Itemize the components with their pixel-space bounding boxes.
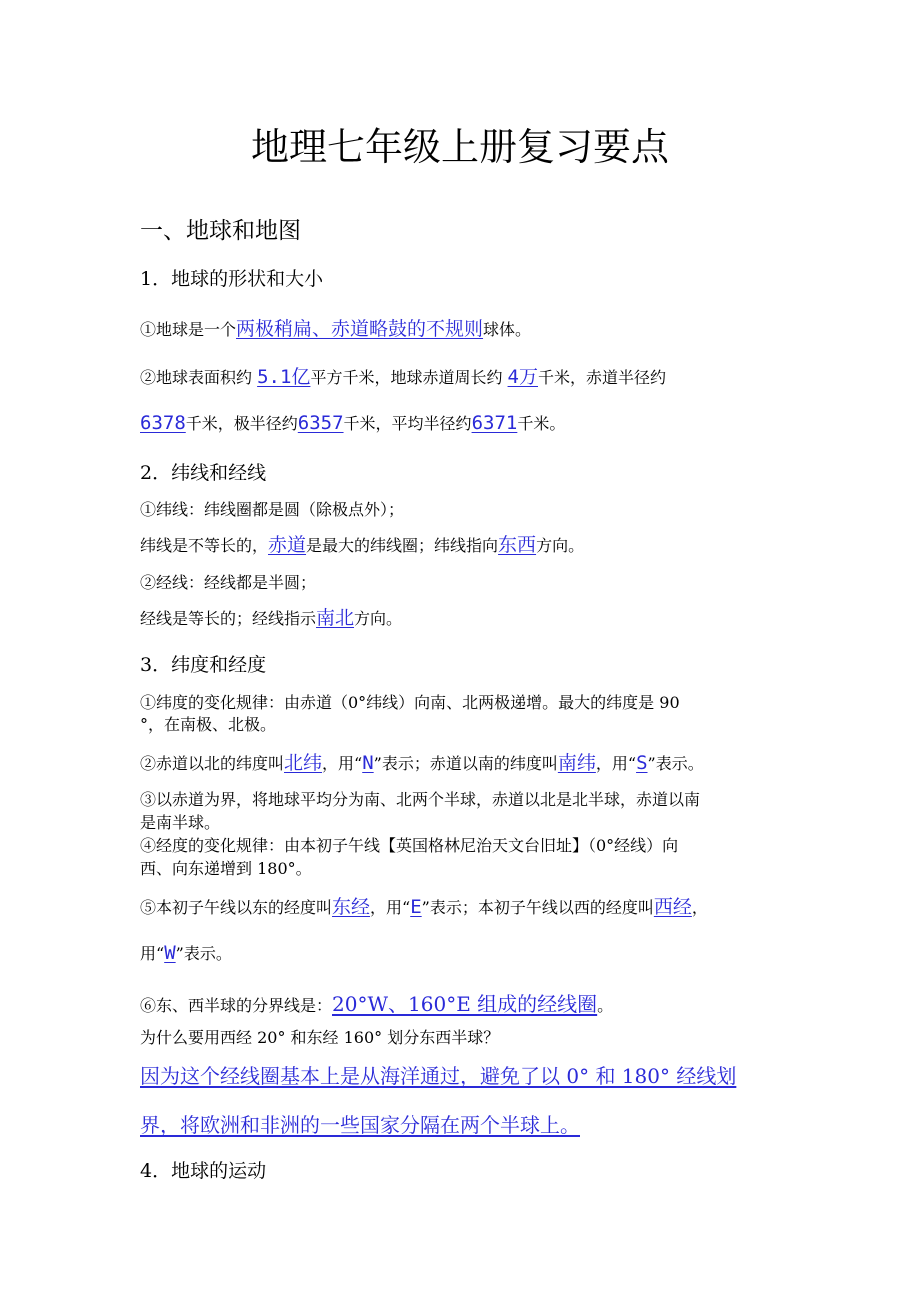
text-longitude-rule-2: 西、向东递增到 180°。: [140, 859, 312, 878]
answer-hemisphere-boundary: 20°W、160°E 组成的经线圈: [332, 992, 598, 1016]
text-west-symbol-line: 用“W”表示。: [140, 942, 232, 964]
text-longitude-line-def: ②经线：经线都是半圆；: [140, 573, 317, 592]
subheading-earth-motion: 4．地球的运动: [140, 1160, 267, 1182]
text-question-why-boundary: 为什么要用西经 20° 和东经 160° 划分东西半球？: [140, 1028, 500, 1047]
answer-meridian-direction: 南北: [316, 607, 355, 629]
answer-surface-area: 5.1亿: [257, 366, 311, 388]
paragraph-earth-radius: 6378千米，极半径约6357千米，平均半径约6371千米。: [140, 412, 566, 434]
text-east-west-longitude: ⑤本初子午线以东的经度叫东经，用“E”表示；本初子午线以西的经度叫西经，: [140, 896, 708, 918]
answer-equatorial-radius: 6378: [140, 412, 186, 434]
answer-boundary-reason-2: 界，将欧洲和非洲的一些国家分隔在两个半球上。: [140, 1113, 580, 1137]
answer-boundary-reason-1: 因为这个经线圈基本上是从海洋通过，避免了以 0° 和 180° 经线划: [140, 1064, 737, 1088]
answer-north-symbol: N: [362, 752, 374, 774]
text-north-south-latitude: ②赤道以北的纬度叫北纬，用“N”表示；赤道以南的纬度叫南纬，用“S”表示。: [140, 752, 704, 774]
paragraph-earth-shape: ①地球是一个两极稍扁、赤道略鼓的不规则球体。: [140, 318, 532, 340]
text-longitude-line-props: 经线是等长的；经线指示南北方向。: [140, 607, 403, 629]
answer-parallel-direction: 东西: [498, 534, 537, 556]
text-latitude-rule-1: ①纬度的变化规律：由赤道（0°纬线）向南、北两极递增。最大的纬度是 90: [140, 693, 680, 712]
text-latitude-rule-2: °，在南极、北极。: [140, 715, 277, 734]
paragraph-earth-size: ②地球表面积约 5.1亿平方千米，地球赤道周长约 4万千米，赤道半径约: [140, 366, 667, 388]
text-latitude-line-props: 纬线是不等长的，赤道是最大的纬线圈；纬线指向东西方向。: [140, 534, 585, 556]
subheading-latitude-longitude-lines: 2．纬线和经线: [140, 462, 267, 484]
subheading-latitude-longitude: 3．纬度和经度: [140, 654, 267, 676]
answer-equator-length: 4万: [507, 366, 538, 388]
answer-north-latitude: 北纬: [284, 752, 323, 774]
answer-west-longitude: 西经: [653, 896, 692, 918]
text-hemisphere-boundary: ⑥东、西半球的分界线是：20°W、160°E 组成的经线圈。: [140, 992, 614, 1016]
text-latitude-line-def: ①纬线：纬线圈都是圆（除极点外）；: [140, 500, 405, 519]
page-title: 地理七年级上册复习要点: [250, 125, 669, 169]
section-heading-earth-and-maps: 一、地球和地图: [140, 218, 301, 244]
answer-mean-radius: 6371: [471, 412, 518, 434]
answer-polar-radius: 6357: [297, 412, 344, 434]
answer-east-longitude: 东经: [332, 896, 371, 918]
answer-west-symbol: W: [164, 942, 176, 964]
answer-earth-shape: 两极稍扁、赤道略鼓的不规则: [236, 318, 484, 340]
answer-east-symbol: E: [410, 896, 422, 918]
answer-south-latitude: 南纬: [557, 752, 596, 774]
subheading-shape-and-size: 1．地球的形状和大小: [140, 268, 324, 290]
text-hemisphere-rule-1: ③以赤道为界，将地球平均分为南、北两个半球，赤道以北是北半球，赤道以南: [140, 790, 701, 809]
text-hemisphere-rule-2: 是南半球。: [140, 813, 221, 832]
answer-south-symbol: S: [636, 752, 648, 774]
answer-largest-parallel: 赤道: [268, 534, 307, 556]
text-longitude-rule-1: ④经度的变化规律：由本初子午线【英国格林尼治天文台旧址】（0°经线）向: [140, 836, 679, 855]
